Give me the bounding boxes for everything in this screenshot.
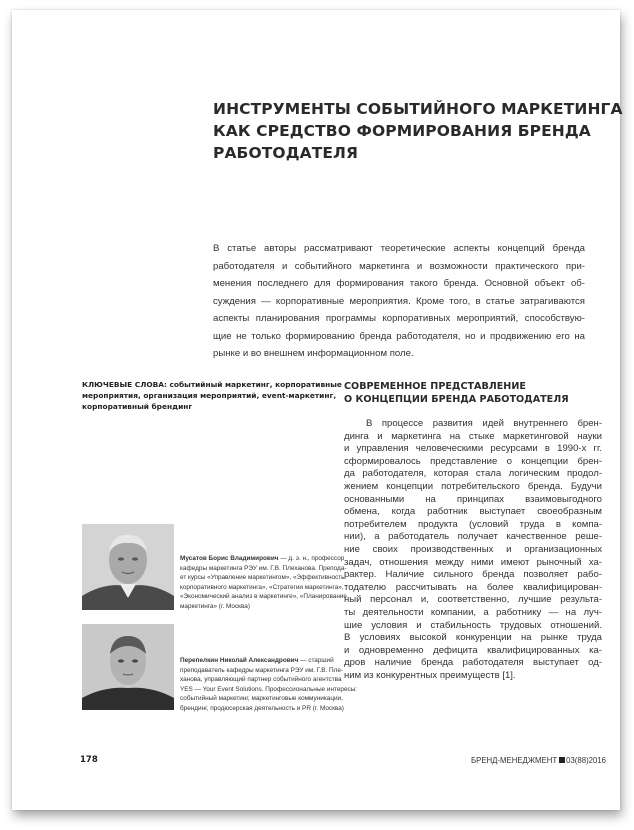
- keywords-line: мероприятия, организация мероприятий, event-маркетинг,: [82, 391, 337, 400]
- body-line: рактер. Наличие сильного бренда позволяет рабо-: [344, 569, 602, 581]
- square-separator-icon: [559, 757, 565, 763]
- abstract-line: суждения — корпоративные мероприятия. Кроме того, в статье затрагиваются: [213, 295, 585, 307]
- abstract: [213, 240, 585, 363]
- page-number: 178: [80, 755, 98, 765]
- body-line: нии), а работодатель получает качественное реше-: [344, 531, 602, 543]
- section-heading: [344, 380, 604, 406]
- author-name: Перепелкин Николай Александрович: [180, 657, 299, 664]
- author-photo-perepelkin: [82, 624, 174, 710]
- author-bio-line: ханова, управляющий партнер событийного агентства: [180, 676, 342, 684]
- author-bio-line: маркетинга» (г. Москва): [180, 602, 250, 610]
- body-line: ние своих производственных и организационных: [344, 543, 602, 555]
- journal-name: БРЕНД-МЕНЕДЖМЕНТ: [471, 756, 558, 765]
- body-line: дров наличие бренда работодателя выступает од-: [344, 657, 602, 669]
- author-bio-line: YES — Your Event Solutions. Профессиональные интересы:: [180, 685, 358, 693]
- body-line: динга и маркетинга на стыке маркетинговой науки: [344, 430, 602, 442]
- keywords: [82, 379, 342, 412]
- author-bio-line: корпоративного маркетинга», «Стратегии маркетинга»,: [180, 583, 344, 591]
- journal-footer: [471, 756, 606, 765]
- body-line: и одновременно дефицита квалифицированных ка-: [344, 644, 602, 656]
- body-line: потребителем продукта (условий труда в компа-: [344, 518, 602, 530]
- author-bio-line: преподаватель кафедры маркетинга РЭУ им. Г.В. Пле-: [180, 666, 344, 674]
- body-line: В условиях высокой конкуренции на рынке труда: [344, 632, 602, 644]
- author-photo-musatov: [82, 524, 174, 610]
- abstract-line: менения последнего для формирования такого бренда. Основной объект об-: [213, 278, 585, 289]
- abstract-line: рынке и во внешнем информационном поле.: [213, 348, 414, 359]
- author-bio-line: кафедры маркетинга РЭУ им. Г.В. Плеханова. Препода-: [180, 564, 347, 572]
- body-line: тодателю рассчитывать на более квалифицирован-: [344, 581, 602, 593]
- body-line: ный персонал и, соответственно, лучшие результа-: [344, 594, 602, 606]
- author-bio-line: брендинг, продюсерская деятельность и PR (г. Москва): [180, 704, 344, 712]
- body-line: жением концепции потребительского бренда. Будучи: [344, 480, 602, 492]
- section-heading-line: О КОНЦЕПЦИИ БРЕНДА РАБОТОДАТЕЛЯ: [344, 394, 569, 405]
- author-bio-line: «Экономический анализ в маркетинге», «Планирование: [180, 593, 347, 601]
- author-bio-line: — старший: [298, 657, 334, 664]
- body-line: задач, отношения между ними имеют рыночный ха-: [344, 556, 602, 568]
- author-bio-line: событийный маркетинг, маркетинговые коммуникации,: [180, 695, 343, 703]
- body-line: ты деятельности компании, а работнику — на луч-: [344, 606, 602, 618]
- journal-page: [12, 10, 623, 810]
- author-bio-musatov: [180, 554, 347, 612]
- title-line: ИНСТРУМЕНТЫ СОБЫТИЙНОГО МАРКЕТИНГА: [213, 100, 623, 118]
- author-bio-line: — д. э. н., профессор: [278, 555, 345, 562]
- body-line: обмена, когда работник выступает своеобразным: [344, 506, 602, 518]
- body-line: ним из конкурентных преимуществ [1].: [344, 669, 516, 681]
- keywords-line: корпоративный брендинг: [82, 402, 193, 411]
- abstract-line: аспекты планирования программы корпоративных мероприятий, способствую-: [213, 313, 585, 324]
- body-line: В процессе развития идей внутреннего брен-: [366, 418, 602, 429]
- section-heading-line: СОВРЕМЕННОЕ ПРЕДСТАВЛЕНИЕ: [344, 381, 526, 392]
- author-bio-line: ет курсы «Управление маркетингом», «Эффективность: [180, 574, 345, 582]
- journal-issue: 03(88)2016: [566, 756, 607, 765]
- keywords-line: КЛЮЧЕВЫЕ СЛОВА: событийный маркетинг, корпоративные: [82, 380, 342, 389]
- body-text: [344, 418, 602, 682]
- title-line: КАК СРЕДСТВО ФОРМИРОВАНИЯ БРЕНДА: [213, 122, 591, 140]
- body-line: основанными на принципах взаимовыгодного: [344, 493, 602, 505]
- abstract-line: В статье авторы рассматривают теоретические аспекты концепций бренда: [213, 243, 585, 254]
- body-line: сформировалось представление о концепции брен-: [344, 455, 602, 467]
- author-name: Мусатов Борис Владимирович: [180, 555, 279, 562]
- article-title: [213, 98, 623, 164]
- body-line: шие условия и стабильность трудовых отношений.: [344, 619, 602, 631]
- title-line: РАБОТОДАТЕЛЯ: [213, 144, 359, 162]
- abstract-line: работодателя и событийного маркетинга и возможности практического при-: [213, 260, 585, 272]
- body-line: да работодателя, которая стала логическим продол-: [344, 468, 602, 480]
- body-line: и управления человеческими ресурсами в 1990-х гг.: [344, 443, 602, 455]
- author-bio-perepelkin: [180, 656, 358, 714]
- abstract-line: щие не только формированию бренда работодателя, но и продвижению его на: [213, 330, 585, 342]
